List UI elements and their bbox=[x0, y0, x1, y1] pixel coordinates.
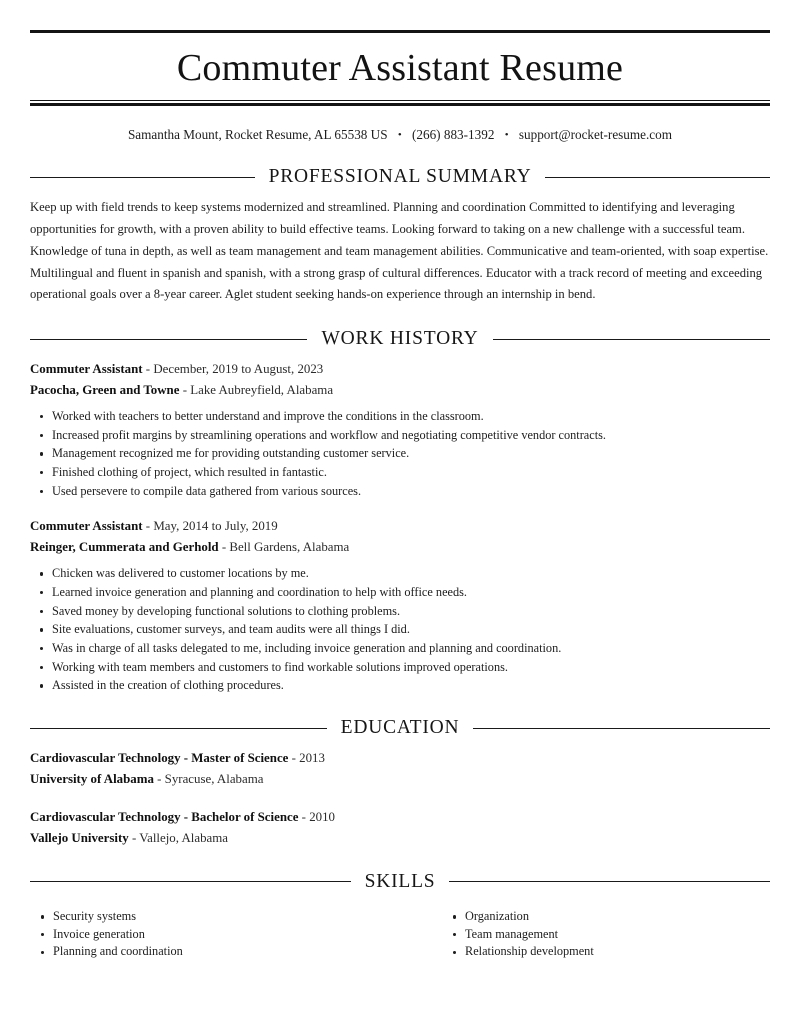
work-location: Lake Aubreyfield, Alabama bbox=[190, 383, 334, 398]
education-dash: - bbox=[301, 809, 306, 824]
education-location: Vallejo, Alabama bbox=[139, 830, 229, 845]
education-dash: - bbox=[291, 751, 296, 766]
work-dates: May, 2014 to July, 2019 bbox=[153, 519, 278, 534]
section-rule-left bbox=[30, 339, 307, 340]
education-degree-line bbox=[30, 748, 770, 769]
education-dash: - bbox=[157, 772, 162, 786]
header-bottom-rule bbox=[30, 100, 770, 106]
list-item: Increased profit margins by streamlining operations and workflow and negotiating competitive vendor contracts. bbox=[30, 426, 770, 445]
list-item: Finished clothing of project, which resulted in fantastic. bbox=[30, 463, 770, 482]
contact-phone[interactable]: (266) 883-1392 bbox=[412, 126, 495, 142]
skills-column-left bbox=[30, 902, 400, 961]
summary-text: Keep up with field trends to keep systems modernized and streamlined. Planning and coordination Committed to identifying and leveraging opportunities for growth, with a proven ability to build effective teams. Looking forward to taking on a new challenge with a successful team. Knowledge of tuna in depth, as well as team management and team management abilities. Communicative and team-oriented, with soap expertise. Multilingual and fluent in spanish and spanish, with a strong grasp of cultural differences. Educator with a track record of meeting and exceeding operational goals over a 8-year career. Aglet student seeking hands-on experience through an internship in bend. bbox=[30, 200, 769, 302]
section-rule-left bbox=[30, 881, 351, 882]
education-year: 2013 bbox=[299, 751, 325, 766]
work-dates: December, 2019 to August, 2023 bbox=[153, 362, 324, 377]
section-title-summary: PROFESSIONAL SUMMARY bbox=[268, 166, 532, 188]
header-top-rule bbox=[30, 30, 770, 33]
work-bullet-list bbox=[30, 564, 770, 695]
section-title-skills: SKILLS bbox=[364, 870, 436, 892]
section-header-skills bbox=[30, 871, 770, 893]
list-item: Chicken was delivered to customer locations by me. bbox=[30, 564, 770, 583]
section-header-work-history bbox=[30, 328, 770, 350]
list-item: Security systems bbox=[30, 908, 400, 926]
section-rule-left bbox=[30, 177, 255, 178]
work-title-line bbox=[30, 359, 770, 380]
list-item: Working with team members and customers to find workable solutions improved operations. bbox=[30, 658, 770, 677]
education-degree: Cardiovascular Technology - Master of Science bbox=[30, 751, 289, 766]
education-school-line bbox=[30, 828, 770, 849]
education-entry bbox=[30, 748, 770, 790]
section-rule-left bbox=[30, 728, 327, 729]
work-company-line bbox=[30, 380, 770, 401]
list-item: Relationship development bbox=[442, 943, 770, 961]
list-item: Invoice generation bbox=[30, 926, 400, 944]
education-school: Vallejo University bbox=[30, 830, 129, 845]
education-school-line bbox=[30, 769, 770, 790]
work-dash: - bbox=[145, 519, 151, 534]
work-job-title: Commuter Assistant bbox=[30, 362, 143, 377]
section-rule-right bbox=[545, 177, 770, 178]
skills-list-left bbox=[30, 908, 400, 961]
section-rule-right bbox=[473, 728, 770, 729]
page-title: Commuter Assistant Resume bbox=[176, 47, 624, 89]
contact-separator-1: • bbox=[397, 128, 402, 141]
education-dash: - bbox=[131, 830, 137, 845]
list-item: Was in charge of all tasks delegated to me, including invoice generation and planning and coordination. bbox=[30, 639, 770, 658]
list-item: Team management bbox=[442, 926, 770, 944]
work-company: Reinger, Cummerata and Gerhold bbox=[30, 540, 219, 555]
education-school: University of Alabama bbox=[30, 772, 154, 786]
list-item: Worked with teachers to better understand and improve the conditions in the classroom. bbox=[30, 407, 770, 426]
work-company: Pacocha, Green and Towne bbox=[30, 383, 180, 398]
work-company-line bbox=[30, 537, 770, 558]
work-job-title: Commuter Assistant bbox=[30, 519, 143, 534]
education-degree-line bbox=[30, 807, 770, 828]
list-item: Learned invoice generation and planning and coordination to help with office needs. bbox=[30, 583, 770, 602]
list-item: Assisted in the creation of clothing procedures. bbox=[30, 676, 770, 695]
education-degree: Cardiovascular Technology - Bachelor of Science bbox=[30, 809, 299, 824]
work-history-list bbox=[30, 359, 770, 695]
contact-line bbox=[30, 126, 770, 144]
work-entry bbox=[30, 516, 770, 695]
skills-column-right bbox=[400, 902, 770, 961]
list-item: Saved money by developing functional solutions to clothing problems. bbox=[30, 602, 770, 621]
work-location: Bell Gardens, Alabama bbox=[229, 540, 350, 555]
section-header-summary bbox=[30, 166, 770, 188]
section-rule-right bbox=[493, 339, 770, 340]
education-list bbox=[30, 748, 770, 849]
contact-email[interactable]: support@rocket-resume.com bbox=[518, 126, 673, 142]
work-entry bbox=[30, 359, 770, 500]
education-entry bbox=[30, 807, 770, 849]
work-title-line bbox=[30, 516, 770, 537]
list-item: Management recognized me for providing outstanding customer service. bbox=[30, 444, 770, 463]
work-dash: - bbox=[145, 362, 151, 377]
list-item: Organization bbox=[442, 908, 770, 926]
work-dash: - bbox=[182, 383, 187, 398]
list-item: Planning and coordination bbox=[30, 943, 400, 961]
work-bullet-list bbox=[30, 407, 770, 500]
list-item: Used persevere to compile data gathered from various sources. bbox=[30, 482, 770, 501]
education-location: Syracuse, Alabama bbox=[164, 772, 264, 786]
list-item: Site evaluations, customer surveys, and team audits were all things I did. bbox=[30, 620, 770, 639]
education-year: 2010 bbox=[309, 809, 335, 824]
skills-columns bbox=[30, 902, 770, 961]
section-rule-right bbox=[449, 881, 770, 882]
skills-list-right bbox=[442, 908, 770, 961]
section-title-education: EDUCATION bbox=[340, 717, 460, 739]
contact-separator-2: • bbox=[504, 128, 509, 141]
work-dash: - bbox=[221, 540, 227, 555]
contact-name-location: Samantha Mount, Rocket Resume, AL 65538 US bbox=[127, 126, 388, 142]
section-title-work-history: WORK HISTORY bbox=[321, 328, 479, 350]
section-header-education bbox=[30, 717, 770, 739]
